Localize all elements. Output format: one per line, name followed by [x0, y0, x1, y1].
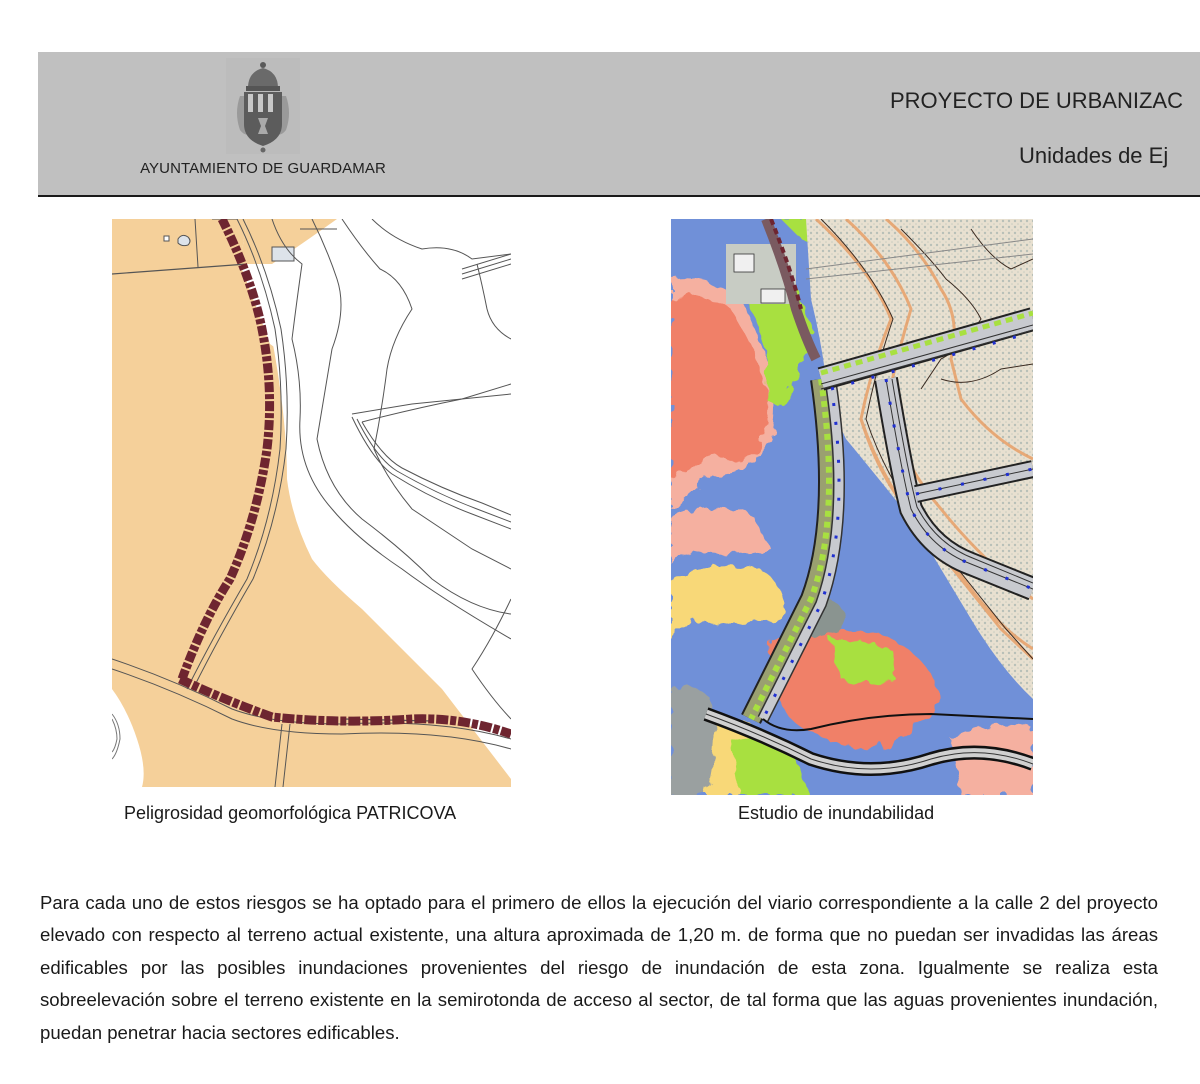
figure-caption-flood-study: Estudio de inundabilidad — [738, 803, 935, 823]
project-title: PROYECTO DE URBANIZAC — [890, 88, 1183, 113]
flood-study-map — [671, 219, 1033, 795]
organization-name: AYUNTAMIENTO DE GUARDAMAR — [140, 160, 386, 177]
project-subtitle: Unidades de Ej — [1019, 143, 1169, 168]
coat-of-arms-icon — [226, 58, 300, 154]
patricova-hazard-map — [112, 219, 511, 787]
figure-caption-patricova: Peligrosidad geomorfológica PATRICOVA — [124, 803, 457, 823]
body-paragraph: Para cada uno de estos riesgos se ha optado para el primero de ellos la ejecución del viario correspondiente a la calle 2 del proyecto elevado con respecto al terreno actual existente, una altura aproximada de 1,20 m. de forma que no puedan ser invadidas las áreas edificables por las posibles inundaciones provenientes del riesgo de inundación de esta zona. Igualmente se realiza esta sobreelevación sobre el terreno existente en la semirotonda de acceso al sector, de tal forma que las aguas provenientes inundación, puedan penetrar hacia sectores edificables. — [40, 891, 1158, 1043]
header-divider — [38, 195, 1200, 197]
